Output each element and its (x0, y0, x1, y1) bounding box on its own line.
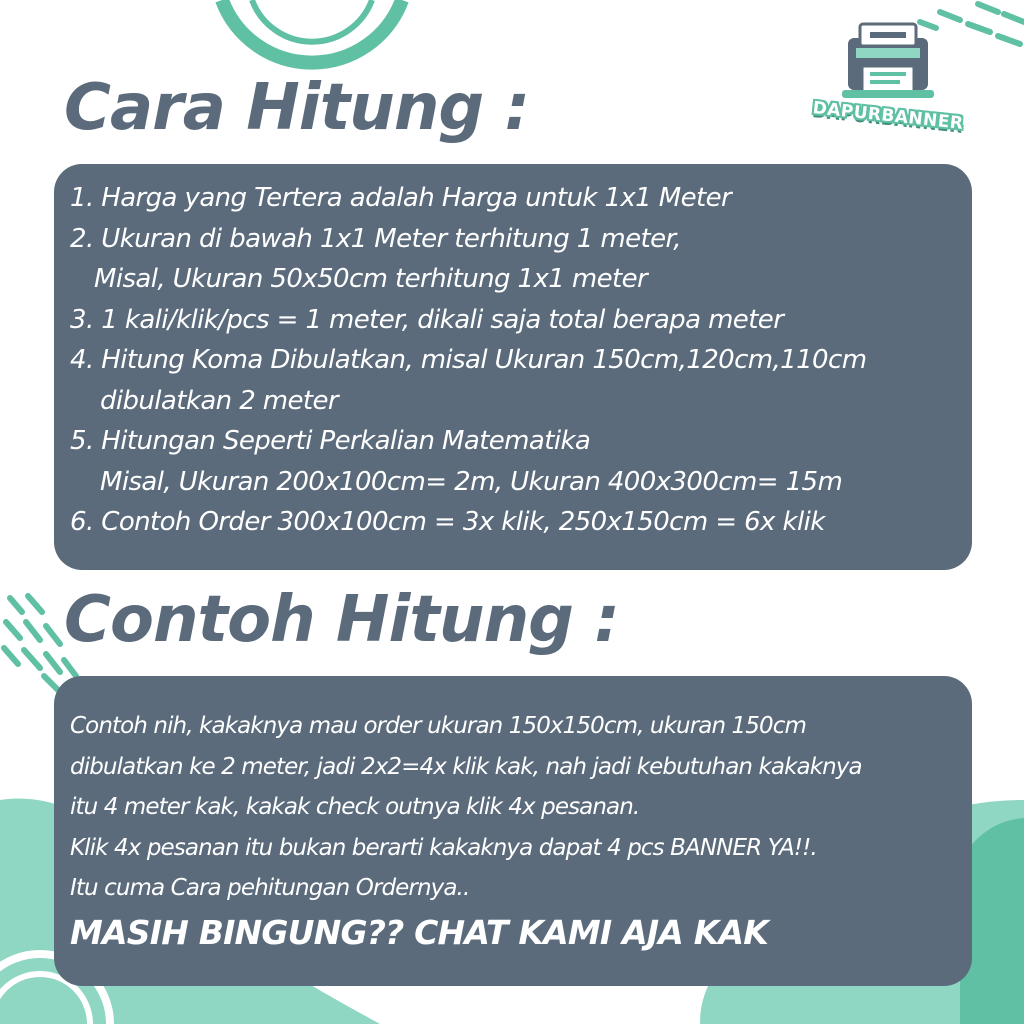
example-line-4: Klik 4x pesanan itu bukan berarti kakaknya dapat 4 pcs BANNER YA!!. (70, 834, 817, 861)
top-arc-inner-decoration (252, 0, 372, 42)
top-arc-decoration (222, 0, 402, 63)
logo-brand-text: DAPURBANNER (811, 98, 965, 134)
rule-2-detail: Misal, Ukuran 50x50cm terhitung 1x1 meter (94, 264, 648, 294)
example-line-3: itu 4 meter kak, kakak check outnya klik 4x pesanan. (70, 794, 640, 820)
cara-hitung-heading: Cara Hitung : (64, 71, 530, 145)
example-line-1: Contoh nih, kakaknya mau order ukuran 150x150cm, ukuran 150cm (70, 713, 806, 739)
bottom-dots-decoration (437, 991, 475, 1019)
cara-hitung-panel (54, 164, 972, 570)
rule-2: 2. Ukuran di bawah 1x1 Meter terhitung 1 meter, (70, 223, 681, 254)
rule-5-detail: Misal, Ukuran 200x100cm= 2m, Ukuran 400x300cm= 15m (100, 466, 843, 497)
example-line-5: Itu cuma Cara pehitungan Ordernya.. (70, 875, 470, 901)
rule-1: 1. Harga yang Tertera adalah Harga untuk 1x1 Meter (70, 183, 732, 213)
dapurbanner-logo (800, 20, 976, 142)
rule-4: 4. Hitung Koma Dibulatkan, misal Ukuran 150cm,120cm,110cm (70, 345, 867, 375)
rule-5: 5. Hitungan Seperti Perkalian Matematika (70, 426, 591, 456)
contoh-hitung-panel (54, 676, 972, 986)
rule-4-detail: dibulatkan 2 meter (100, 385, 339, 416)
rule-3: 3. 1 kali/klik/pcs = 1 meter, dikali saja total berapa meter (70, 304, 784, 335)
contoh-hitung-heading: Contoh Hitung : (64, 583, 619, 657)
rule-6: 6. Contoh Order 300x100cm = 3x klik, 250x150cm = 6x klik (70, 507, 825, 537)
rules-list (70, 178, 958, 543)
example-line-2: dibulatkan ke 2 meter, jadi 2x2=4x klik kak, nah jadi kebutuhan kakaknya (70, 753, 862, 780)
chat-cta-text: MASIH BINGUNG?? CHAT KAMI AJA KAK (70, 912, 769, 952)
